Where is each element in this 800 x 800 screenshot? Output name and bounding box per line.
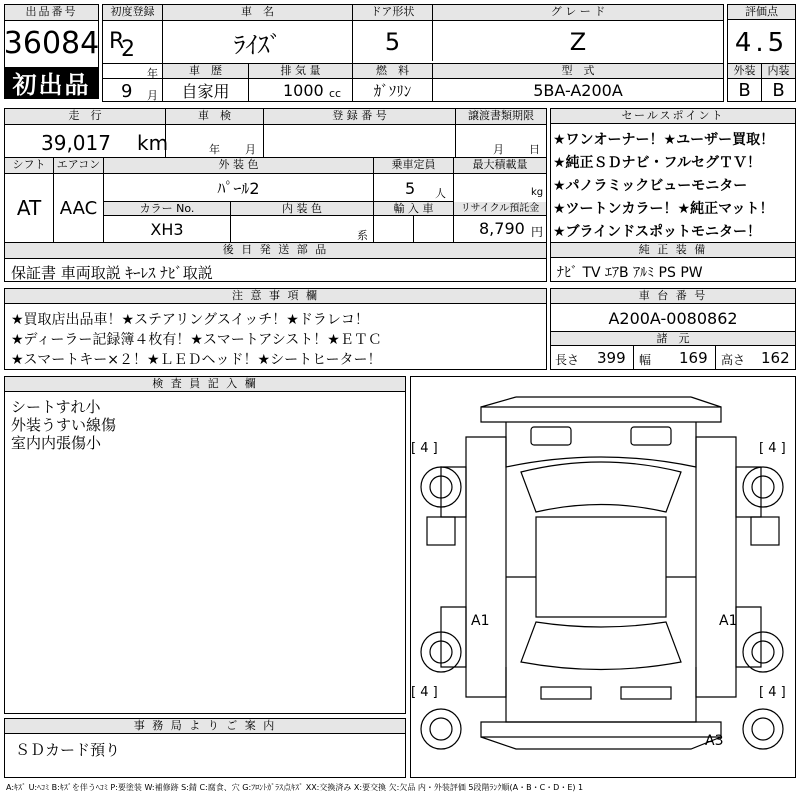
mark-low-right: [ 4 ] [759,685,786,700]
mark-bottom: A3 [705,733,724,749]
dims-label: 諸 元 [551,332,795,346]
height-label: 高さ [721,353,746,367]
details-box [4,108,547,282]
door-label: ドア形状 [353,5,432,20]
registration-label: 登 録 番 号 [264,109,455,124]
load-unit: kg [531,187,544,198]
score: 4.5 [734,27,789,58]
year-unit: 年 [147,67,158,80]
capacity-unit: 人 [435,187,446,200]
model-label: 型 式 [433,64,723,78]
exterior-grade: B [738,79,751,101]
score-box [727,4,796,102]
first-reg-label: 初度登録 [103,5,162,20]
ext-color: ﾊﾟｰﾙ2 [217,179,260,198]
length: 399 [597,349,626,367]
sales-points-label: セールスポイント [551,109,795,124]
load-label: 最大積載量 [454,158,546,173]
history: 自家用 [181,81,230,101]
note-line: ★ディーラー記録簿４枚有！★スマートアシスト！★ＥＴＣ [11,332,382,348]
later-parts: 保証書 車両取説 ｷｰﾚｽ ﾅﾋﾞ取説 [11,264,213,282]
length-label: 長さ [555,353,580,367]
displacement: 1000 [283,81,324,100]
later-parts-label: 後 日 発 送 部 品 [5,243,546,258]
model: 5BA-A200A [533,80,623,100]
aircon-label: エアコン [54,158,103,173]
transfer-month-unit: 月 [493,143,504,156]
recycle-fee: 8,790 [479,219,525,238]
equipment-label: 純 正 装 備 [551,243,795,258]
fuel: ｶﾞｿﾘﾝ [373,81,412,100]
sales-point-line: ★ツートンカラー！★純正マット！ [553,201,774,217]
mark-mid-right: A1 [719,613,738,629]
inspector-line: シートすれ小 [11,398,101,416]
inspection-label: 車 検 [166,109,263,124]
sales-point-line: ★純正ＳＤナビ・フルセグＴＶ！ [553,155,761,171]
mark-top-right: [ 4 ] [759,441,786,456]
score-label: 評価点 [728,5,795,20]
int-color-label: 内 装 色 [231,202,373,215]
shift-label: シフト [5,158,53,173]
office-text: ＳＤカード預り [15,741,121,759]
fuel-label: 燃 料 [353,64,432,78]
inspector-line: 外装うすい線傷 [11,416,117,434]
height: 162 [761,349,790,367]
office-box [4,718,406,778]
interior-label: 内装 [762,64,795,78]
equipment-items: ﾅﾋﾞ TV ｴｱB ｱﾙﾐ PS PW [557,265,703,281]
sales-point-line: ★パノラミックビューモニター [553,178,748,194]
width-label: 幅 [639,353,652,367]
displacement-label: 排 気 量 [249,64,352,78]
notes-label: 注 意 事 項 欄 [5,289,546,304]
note-line: ★スマートキー×２！★ＬＥＤヘッド！★シートヒーター！ [11,352,382,368]
lot-number-box [4,4,99,99]
car-name: ﾗｲｽﾞ [233,30,282,59]
capacity-label: 乗車定員 [374,158,453,173]
car-name-label: 車 名 [163,5,352,20]
lot-number: 36084 [3,25,100,61]
legend: A:ｷｽﾞ U:ﾍｺﾐ B:ｷｽﾞを伴うﾍｺﾐ P:要塗装 W:補修跡 S:錆 C:腐食、穴 G:ﾌﾛﾝﾄｶﾞﾗｽ点ｷｽﾞ XX:交換済み X:要交換 欠:欠品 内・外装評価 5段階ﾗﾝｸ順(A・B・C・D・E) 1 [6,783,584,792]
import-label: 輸 入 車 [374,202,453,215]
interior-grade: B [772,79,785,101]
exterior-label: 外装 [728,64,761,78]
recycle-unit: 円 [531,225,544,239]
notes-box [4,288,547,370]
color-no-label: カラー No. [104,202,230,215]
recycle-label: リサイクル預託金 [454,202,546,215]
aircon: AAC [59,197,98,219]
office-label: 事 務 局 よ り ご 案 内 [5,719,405,734]
transfer-label: 譲渡書類期限 [456,109,546,124]
doors: 5 [384,28,401,56]
chassis-number: A200A-0080862 [608,308,738,328]
mark-top-left: [ 4 ] [411,441,438,456]
damage-diagram [410,376,796,778]
chassis-label: 車 台 番 号 [551,289,795,304]
inspector-box [4,376,406,714]
grade-label: グ レ ー ド [433,5,723,20]
mark-mid-left: A1 [471,613,490,629]
sales-point-line: ★ブラインドスポットモニター！ [553,224,761,240]
transfer-day-unit: 日 [529,143,540,156]
shift: AT [16,196,42,220]
mileage: 39,017 [41,131,111,155]
mark-low-left: [ 4 ] [411,685,438,700]
inspection-month-unit: 月 [245,143,256,156]
inspector-label: 検 査 員 記 入 欄 [5,377,405,392]
month: 9 [121,81,133,102]
month-unit: 月 [147,89,158,102]
int-color-unit: 系 [357,229,368,242]
history-label: 車 歴 [163,64,248,78]
era-year: 2 [121,37,135,62]
vehicle-info-box [102,4,724,102]
lot-number-label: 出品番号 [5,5,98,21]
ext-color-label: 外 装 色 [104,158,373,173]
sales-point-line: ★ワンオーナー！★ユーザー買取！ [553,132,775,148]
car-outline-diagram [411,377,795,777]
capacity: 5 [405,179,416,198]
sales-points-box [550,108,796,282]
inspector-line: 室内内張傷小 [11,434,102,452]
color-no: XH3 [150,219,184,239]
note-line: ★買取店出品車！★ステアリングスイッチ！★ドラレコ！ [11,312,369,328]
first-listing-badge: 初出品 [5,67,98,98]
inspection-year-unit: 年 [209,143,220,156]
mileage-unit: km [137,131,169,155]
chassis-box [550,288,796,370]
mileage-label: 走 行 [5,109,165,124]
width: 169 [679,349,708,367]
era: R [109,29,125,54]
grade: Z [569,28,587,56]
displacement-unit: cc [329,87,342,100]
